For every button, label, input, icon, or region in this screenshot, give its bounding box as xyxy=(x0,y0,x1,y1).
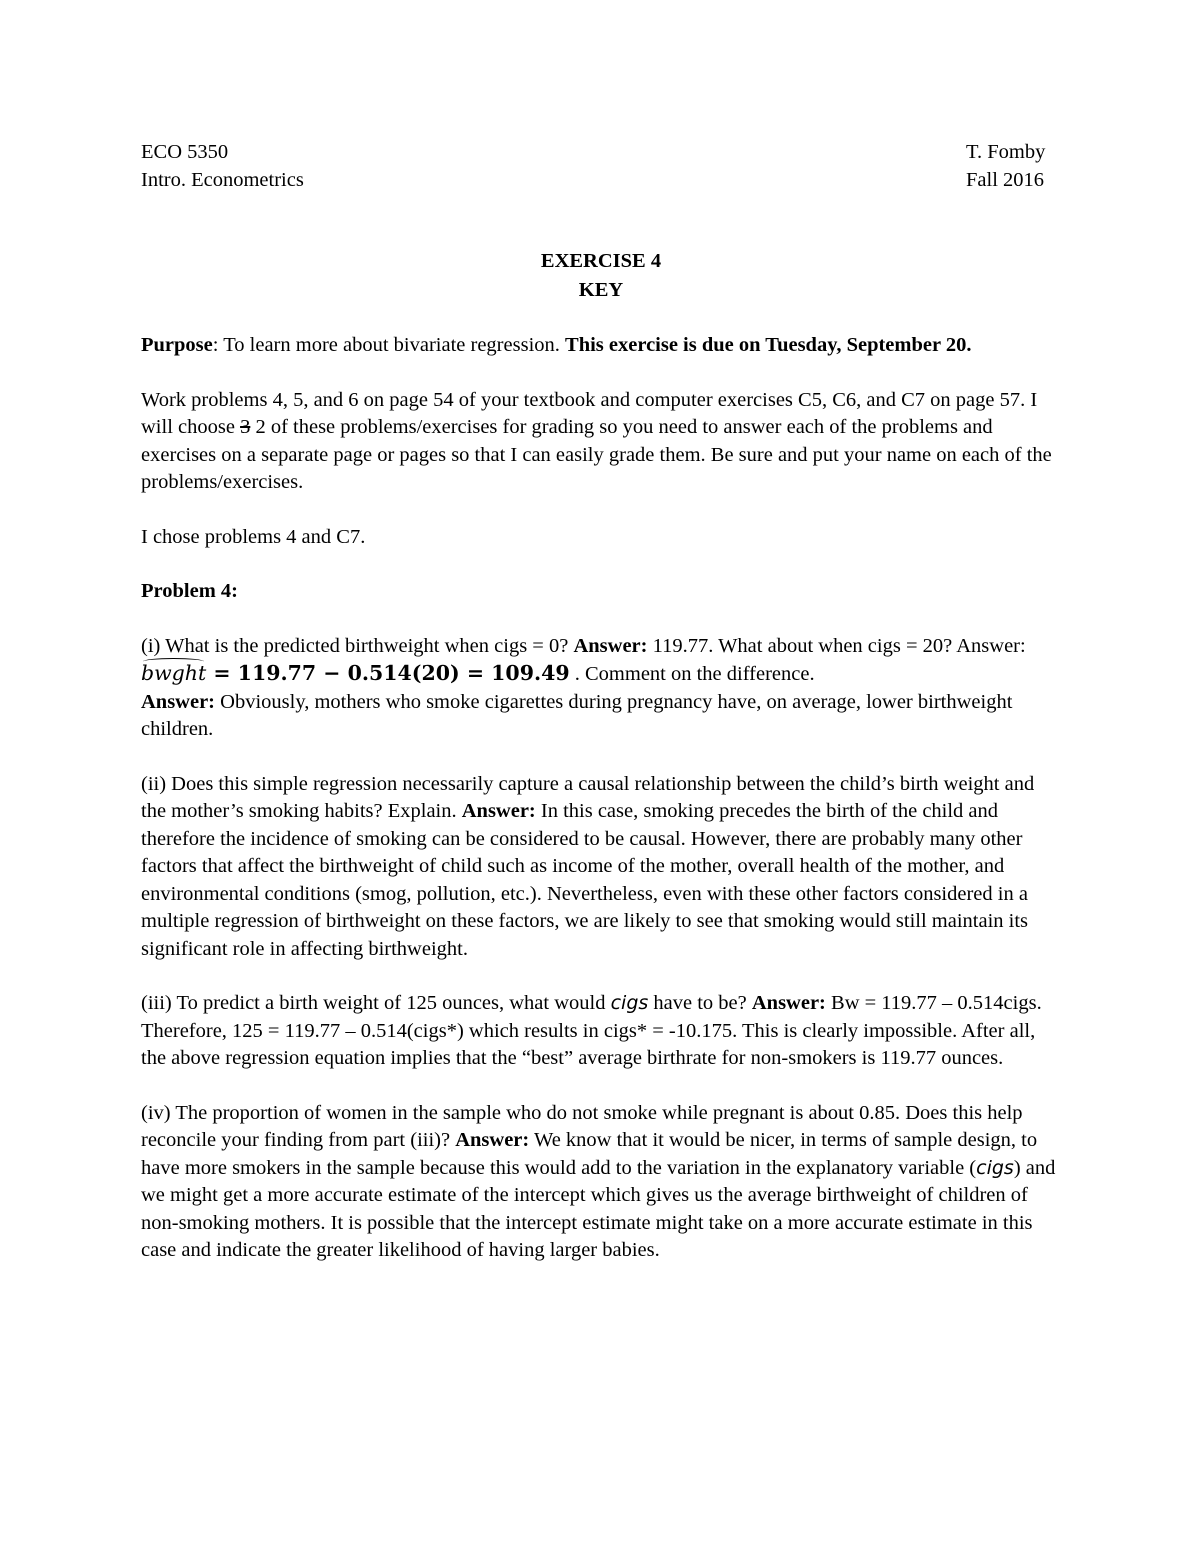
purpose-paragraph xyxy=(141,332,1061,360)
answer-label: Answer: xyxy=(751,992,826,1014)
header-row-2 xyxy=(141,166,1061,194)
part-i-question: (i) What is the predicted birthweight when cigs = 0? xyxy=(141,634,574,657)
purpose-label: Purpose xyxy=(141,334,213,356)
exercise-title: EXERCISE 4 xyxy=(540,250,662,272)
course-name: Intro. Econometrics xyxy=(141,169,304,191)
instructions-paragraph xyxy=(141,387,1061,497)
equation-variable: bwght xyxy=(141,660,206,688)
part-ii-answer: In this case, smoking precedes the birth of the child and therefore the incidence of smoking can be considered to be causal. However, there are probably many other factors that affect the birthweight of child such as income of the mother, overall health of the mother, and environmental conditions (smog, pollution, etc.). Nevertheless, even with these other factors considered in a multiple regression of birthweight on these factors, we are likely to see that smoking would still maintain its significant role in affecting birthweight. xyxy=(141,800,1029,960)
header-row-1 xyxy=(141,138,1061,166)
instructions-part2: 2 of these problems/exercises for grading so you need to answer each of the problems and exercises on a separate page or pages so that I can easily grade them. Be sure and put your name on each of the problems/exercises. xyxy=(141,416,1052,493)
part-iv-answer: We know that it would be nicer, in terms of sample design, to have more smokers in the sample because this would add to the variation in the explanatory variable ( xyxy=(141,1129,1038,1179)
part-iii-paragraph xyxy=(141,990,1061,1073)
answer-label: Answer: xyxy=(455,1129,530,1151)
equation-value: = 119.77 − 0.514(20) = 109.49 xyxy=(206,661,570,685)
part-ii-paragraph xyxy=(141,771,1061,964)
part-i-paragraph xyxy=(141,633,1061,744)
cigs-variable: cigs xyxy=(976,1156,1014,1179)
part-iii-question-end: have to be? xyxy=(648,992,752,1014)
answer-label: Answer: xyxy=(141,690,216,713)
problem-heading: Problem 4: xyxy=(141,580,238,602)
instructions-part1: Work problems 4, 5, and 6 on page 54 of your textbook and computer exercises C5, C6, and C7 on page 57. I will choose xyxy=(141,388,1038,438)
part-i-answer2: Obviously, mothers who smoke cigarettes during pregnancy have, on average, lower birthweight children. xyxy=(141,690,1013,740)
part-iii-answer: Bw = 119.77 – 0.514cigs. Therefore, 125 = 119.77 – 0.514(cigs*) which results in cigs* = -10.175. This is clearly impossible. After all, the above regression equation implies that the “best” average birthrate for non-smokers is 119.77 ounces. xyxy=(141,992,1042,1069)
answer-label: Answer: xyxy=(461,800,536,822)
purpose-text: : To learn more about bivariate regression. xyxy=(212,334,566,356)
part-iv-answer-end: ) and we might get a more accurate estimate of the intercept which gives us the average birthweight of children of non-smoking mothers. It is possible that the intercept estimate might take on a more accurate estimate in this case and indicate the greater likelihood of having larger babies. xyxy=(141,1156,1056,1261)
part-ii-question: (ii) Does this simple regression necessarily capture a causal relationship between the child’s birth weight and the mother’s smoking habits? Explain. xyxy=(141,772,1035,822)
cigs-variable: cigs xyxy=(610,992,649,1014)
key-title: KEY xyxy=(578,279,624,301)
document-page xyxy=(141,138,1061,1265)
part-iv-paragraph xyxy=(141,1100,1061,1265)
answer-label: Answer: xyxy=(573,634,648,657)
part-iv-question: (iv) The proportion of women in the sample who do not smoke while pregnant is about 0.85. Does this help reconcile your finding from part (iii)? xyxy=(141,1101,1023,1151)
part-iii-question: (iii) To predict a birth weight of 125 ounces, what would xyxy=(141,992,611,1014)
course-code: ECO 5350 xyxy=(141,141,229,163)
part-i-question2: . Comment on the difference. xyxy=(569,663,815,685)
struck-number: 3 xyxy=(240,416,251,438)
instructor: T. Fomby xyxy=(966,141,1046,163)
chosen-problems: I chose problems 4 and C7. xyxy=(141,525,366,548)
part-i-answer1: 119.77. What about when cigs = 20? Answer: xyxy=(647,634,1026,657)
due-date-text: This exercise is due on Tuesday, September 20. xyxy=(565,334,972,356)
term: Fall 2016 xyxy=(966,169,1045,191)
